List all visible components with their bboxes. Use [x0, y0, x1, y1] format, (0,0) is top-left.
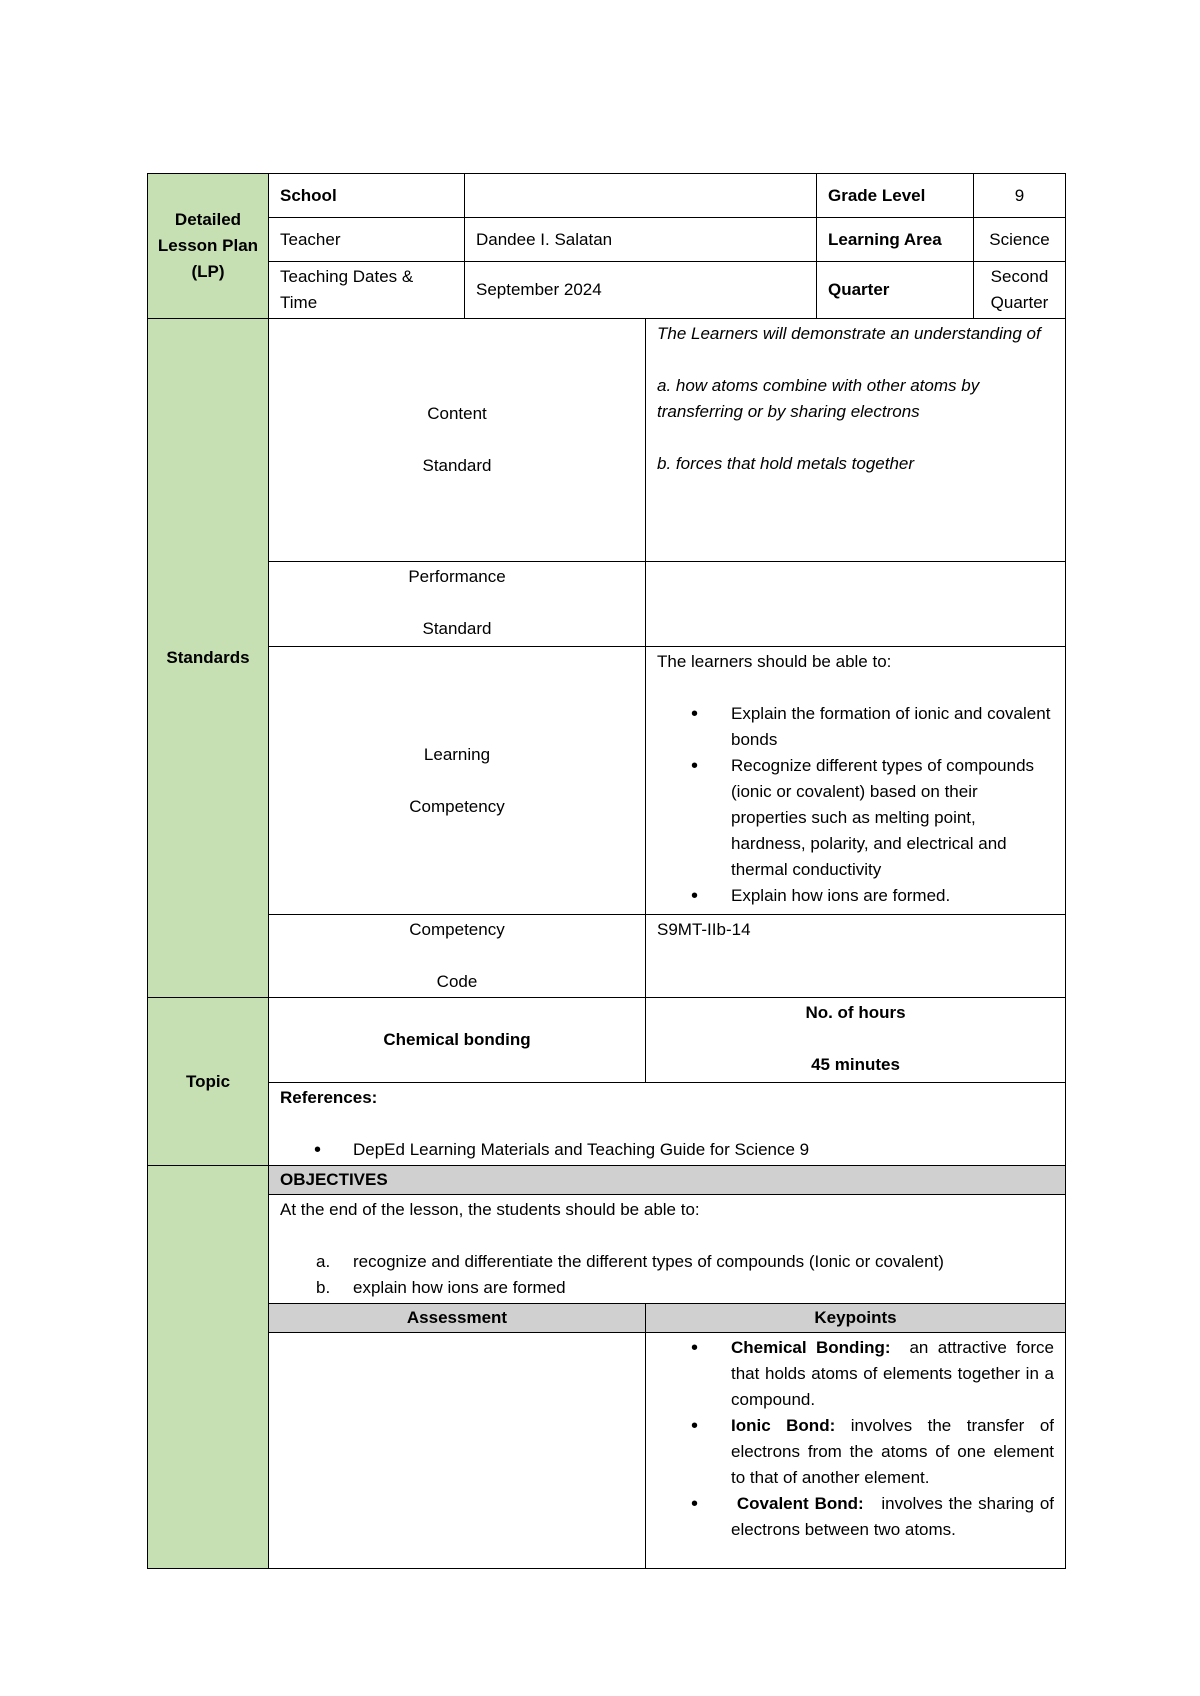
keypoints-header: Keypoints	[646, 1304, 1066, 1333]
objectives-header: OBJECTIVES	[269, 1166, 1066, 1195]
lesson-plan-title: Detailed Lesson Plan (LP)	[148, 174, 269, 319]
learning-competency-value	[646, 647, 1066, 915]
list-item: • Explain the formation of ionic and covalent bonds	[657, 701, 1054, 753]
competency-intro: The learners should be able to:	[657, 652, 892, 671]
objectives-intro: At the end of the lesson, the students should be able to:	[280, 1200, 700, 1219]
topic-title: Chemical bonding	[269, 998, 646, 1083]
list-item: • Ionic Bond: involves the transfer of electrons from the atoms of one element to that of another element.	[657, 1413, 1054, 1491]
grade-level-label: Grade Level	[817, 174, 974, 218]
competency-code-value: S9MT-IIb-14	[646, 915, 1066, 998]
hours-cell	[646, 998, 1066, 1083]
standards-section-label: Standards	[148, 319, 269, 998]
list-item: • Recognize different types of compounds (ionic or covalent) based on their properties such as melting point, hardness, polarity, and electrical and thermal conductivity	[657, 753, 1054, 883]
performance-standard-value	[646, 562, 1066, 647]
learning-competency-label: Learning Competency	[269, 647, 646, 915]
list-item: • Chemical Bonding: an attractive force that holds atoms of elements together in a compound.	[657, 1335, 1054, 1413]
competency-code-label: Competency Code	[269, 915, 646, 998]
list-item: a. recognize and differentiate the different types of compounds (Ionic or covalent)	[316, 1252, 944, 1271]
topic-section-label: Topic	[148, 998, 269, 1166]
list-item: • Explain how ions are formed.	[657, 883, 1054, 909]
content-standard-value	[646, 319, 1066, 562]
teacher-label: Teacher	[269, 218, 465, 262]
grade-level-value: 9	[974, 174, 1066, 218]
learning-area-label: Learning Area	[817, 218, 974, 262]
assessment-header: Assessment	[269, 1304, 646, 1333]
teacher-value: Dandee I. Salatan	[465, 218, 817, 262]
content-standard-intro: The Learners will demonstrate an understanding of	[657, 324, 1041, 343]
references-label: References:	[280, 1088, 378, 1107]
school-label: School	[269, 174, 465, 218]
dates-value: September 2024	[465, 262, 817, 319]
lesson-plan-table	[147, 173, 1066, 1569]
list-item: • DepEd Learning Materials and Teaching Guide for Science 9	[280, 1137, 1054, 1163]
content-standard-a: a. how atoms combine with other atoms by transferring or by sharing electrons	[657, 376, 980, 421]
performance-standard-label: Performance Standard	[269, 562, 646, 647]
quarter-value: Second Quarter	[974, 262, 1066, 319]
dates-label: Teaching Dates & Time	[269, 262, 465, 319]
objectives-side-cell	[148, 1166, 269, 1569]
quarter-label: Quarter	[817, 262, 974, 319]
objectives-body	[269, 1195, 1066, 1304]
content-standard-b: b. forces that hold metals together	[657, 454, 915, 473]
hours-value: 45 minutes	[811, 1055, 900, 1074]
content-standard-label: Content Standard	[269, 319, 646, 562]
assessment-body	[269, 1333, 646, 1569]
list-item: b. explain how ions are formed	[316, 1278, 566, 1297]
hours-label: No. of hours	[805, 1003, 906, 1022]
keypoints-body	[646, 1333, 1066, 1569]
references-cell	[269, 1083, 1066, 1166]
list-item: • Covalent Bond: involves the sharing of electrons between two atoms.	[657, 1491, 1054, 1543]
learning-area-value: Science	[974, 218, 1066, 262]
school-value	[465, 174, 817, 218]
